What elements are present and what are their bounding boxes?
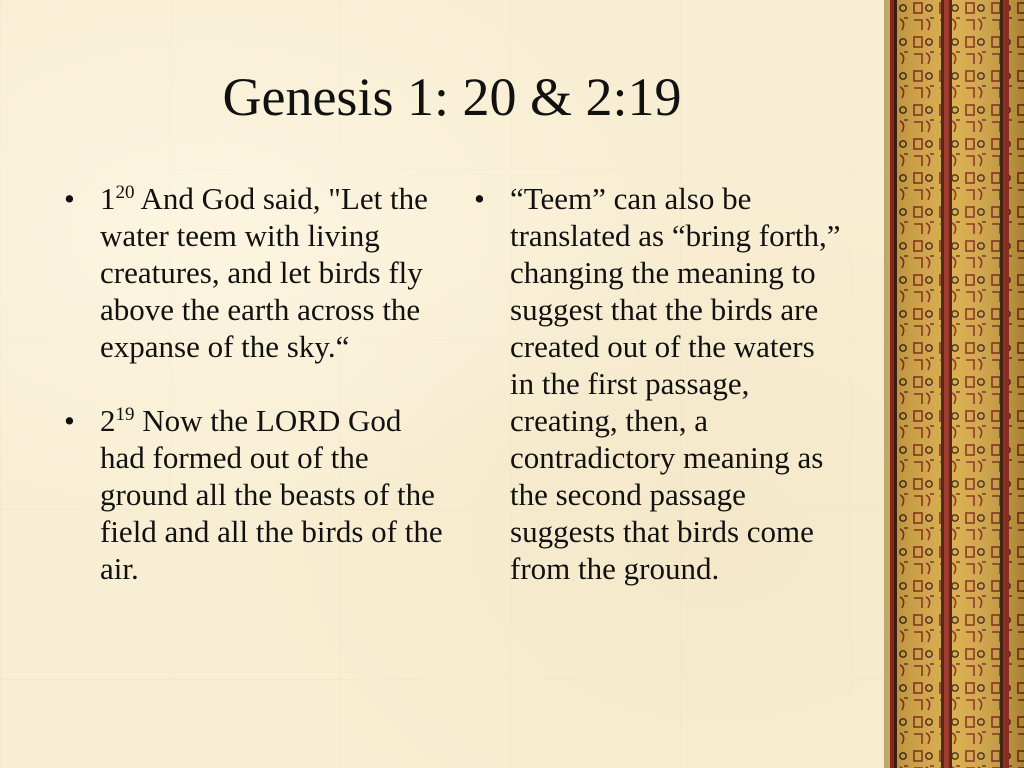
bullet-dot-icon: •	[474, 181, 485, 216]
verse-chapter: 1	[100, 181, 116, 216]
right-bullet-list	[472, 180, 842, 624]
bullet-dot-icon: •	[64, 181, 75, 216]
verse-text: Now the LORD God had formed out of the ground all the beasts of the field and all the birds of the air.	[100, 403, 443, 586]
verse-text: And God said, "Let the water teem with living creatures, and let birds fly above the earth across the expanse of the sky.“	[100, 181, 428, 364]
verse-reference	[100, 181, 135, 216]
egyptian-hieroglyph-border-icon	[884, 0, 1024, 768]
bullet-item-genesis-1-20	[62, 180, 452, 365]
slide-title: Genesis 1: 20 & 2:19	[222, 67, 682, 127]
bullet-dot-icon: •	[64, 403, 75, 438]
verse-number-superscript: 19	[115, 404, 135, 425]
verse-number-superscript: 20	[115, 182, 135, 203]
left-bullet-list	[62, 180, 452, 624]
commentary-text: “Teem” can also be translated as “bring forth,” changing the meaning to suggest that the birds are created out of the waters in the first passage, creating, then, a contradictory meaning as the second passage suggests that birds come from the ground.	[510, 181, 841, 586]
bullet-item-genesis-2-19	[62, 402, 452, 587]
verse-chapter: 2	[100, 403, 116, 438]
verse-reference	[100, 403, 135, 438]
bullet-item-teem-commentary	[472, 180, 842, 587]
